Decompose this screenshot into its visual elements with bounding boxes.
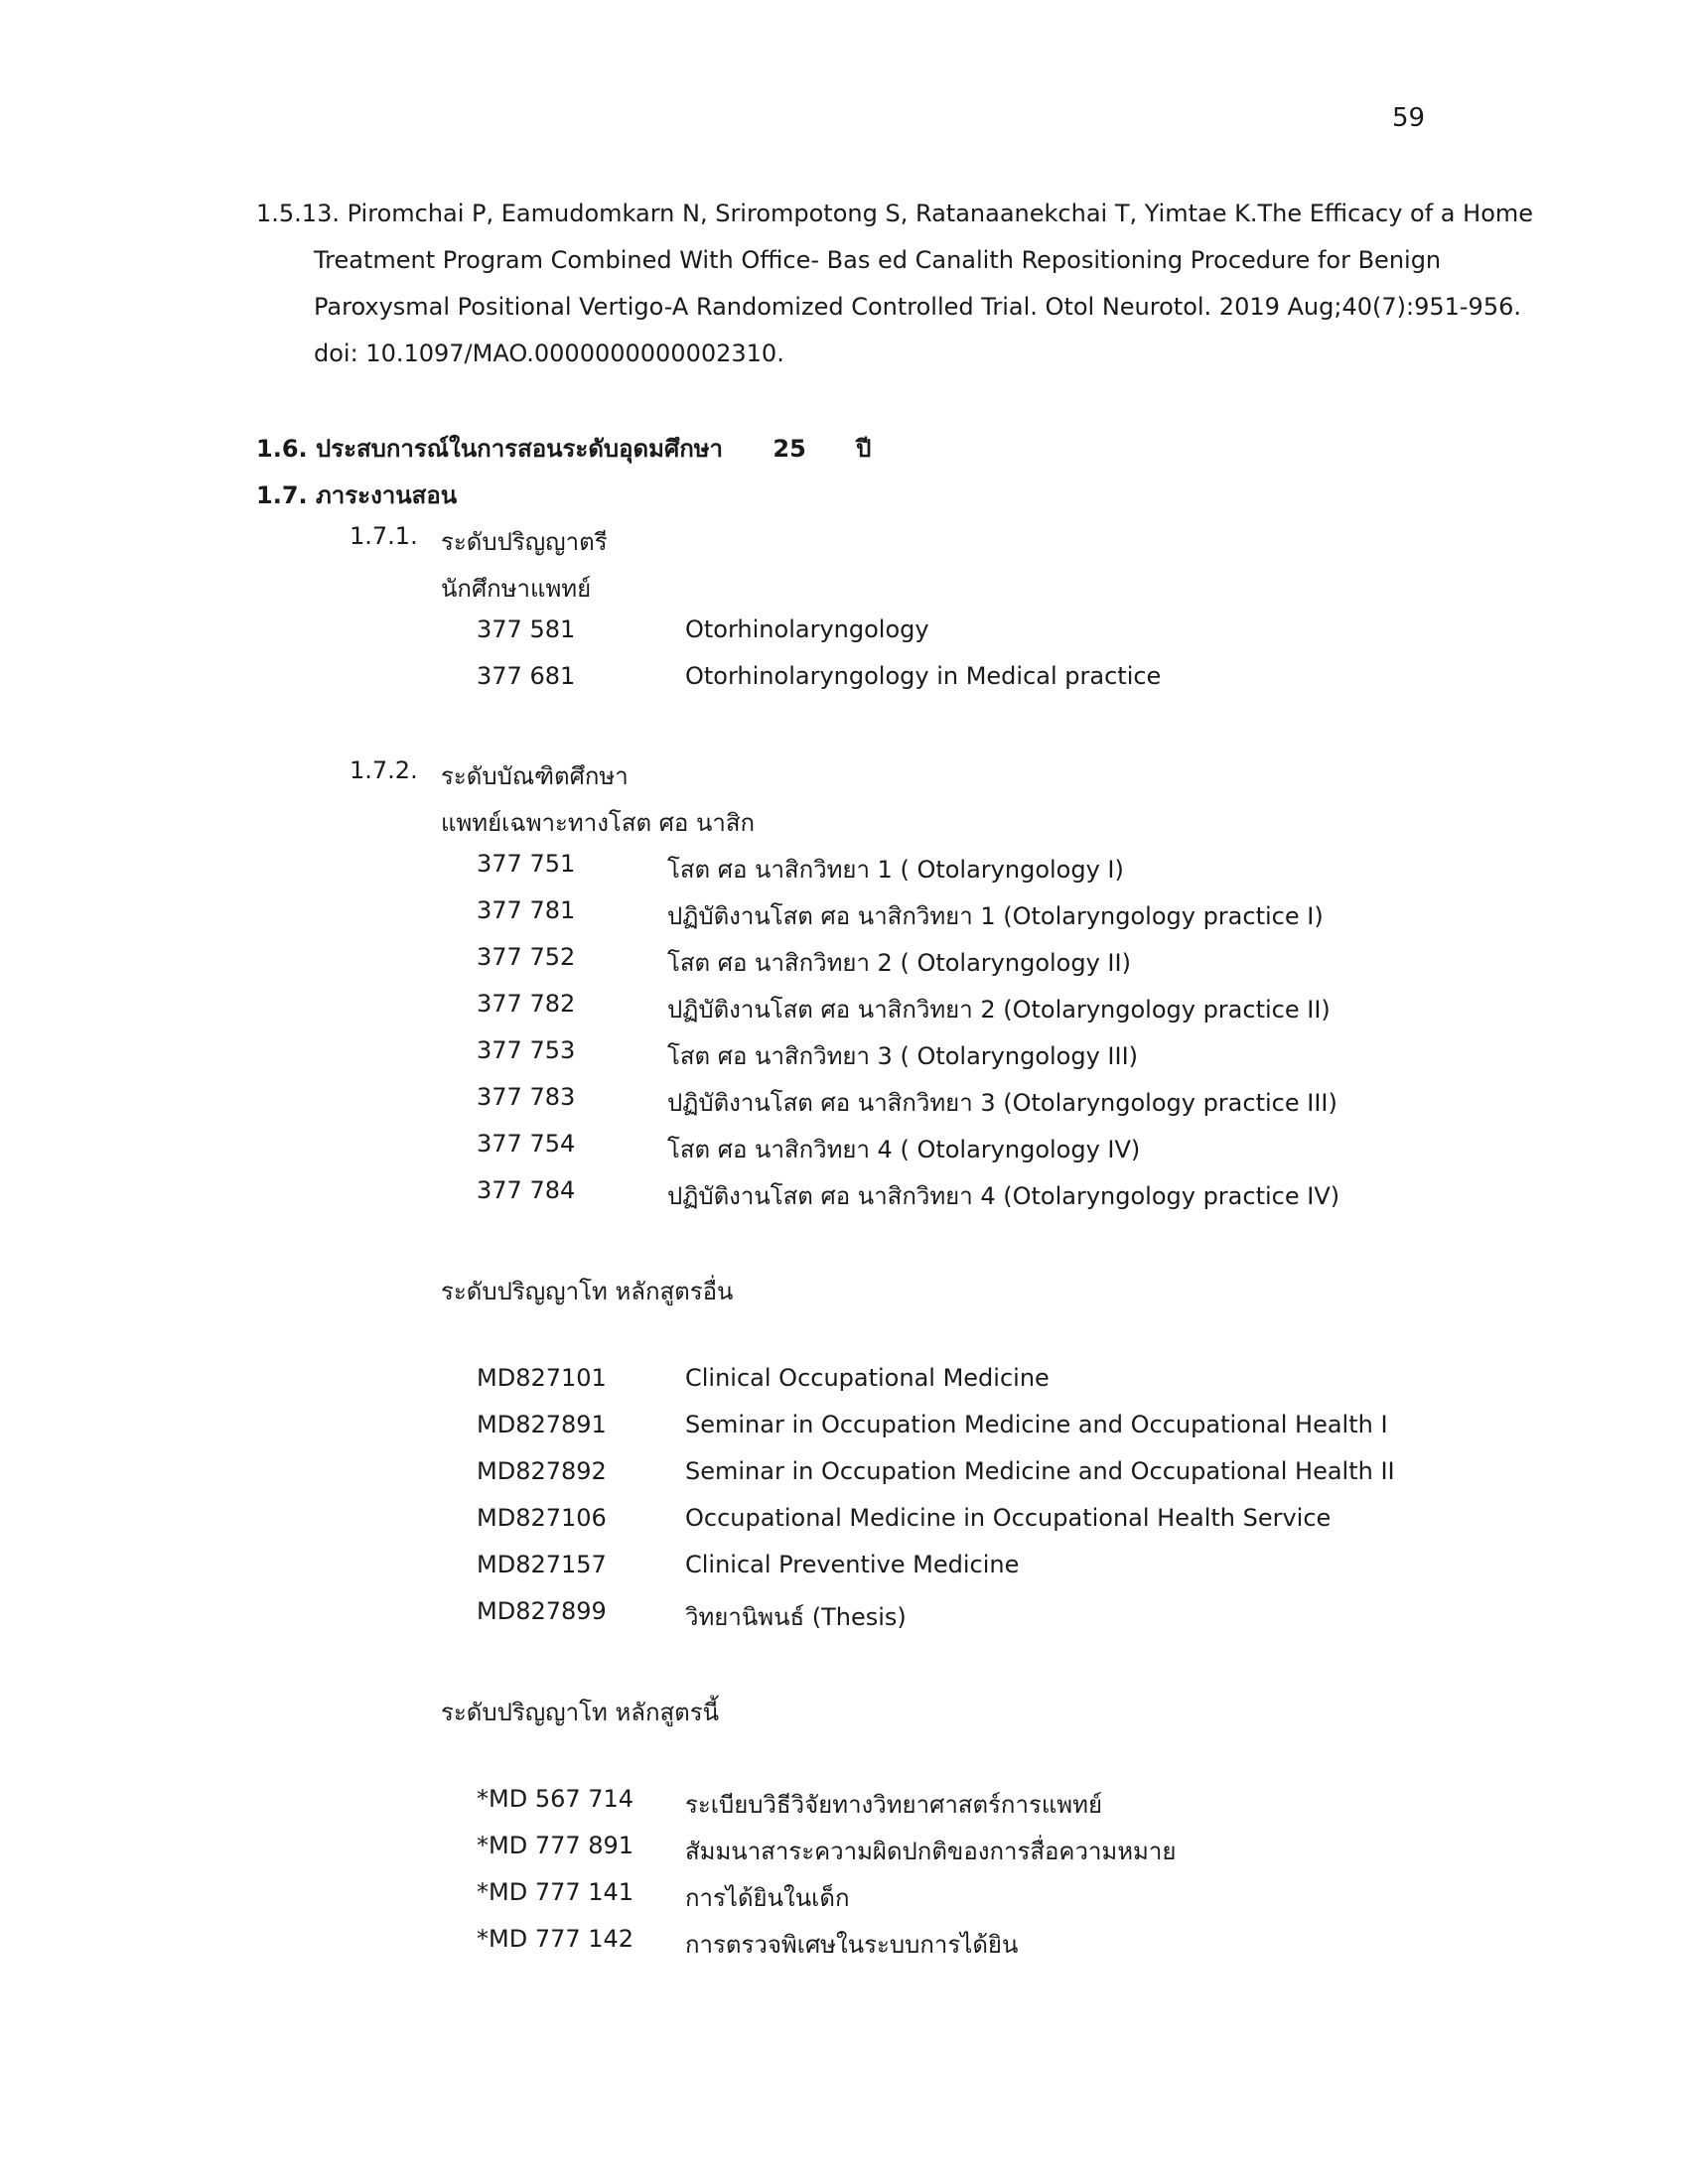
reference-1-5-13 xyxy=(256,191,1534,377)
course-name: Seminar in Occupation Medicine and Occupational Health I xyxy=(685,1411,1388,1438)
course-code: 377 752 xyxy=(477,943,576,971)
course-name: ปฏิบัติงานโสต ศอ นาสิกวิทยา 2 (Otolaryngology practice II) xyxy=(667,996,1331,1024)
course-name: Clinical Occupational Medicine xyxy=(685,1364,1050,1392)
course-code: MD827101 xyxy=(477,1364,607,1392)
section-1-6-label: 1.6. ประสบการณ์ในการสอนระดับอุดมศึกษา xyxy=(256,435,724,463)
course-code: 377 754 xyxy=(477,1130,576,1158)
course-code: 377 581 xyxy=(477,615,576,643)
teaching-years: 25 xyxy=(773,435,806,463)
section-1-7-1-title: ระดับปริญญาตรี xyxy=(441,528,608,556)
course-name: ปฏิบัติงานโสต ศอ นาสิกวิทยา 4 (Otolaryngology practice IV) xyxy=(667,1182,1340,1210)
section-1-7-heading: 1.7. ภาระงานสอน xyxy=(256,481,458,509)
course-code: 377 783 xyxy=(477,1083,576,1111)
course-code: MD827891 xyxy=(477,1411,607,1438)
course-code: *MD 777 891 xyxy=(477,1832,634,1859)
course-code: MD827106 xyxy=(477,1504,607,1532)
reference-number: 1.5.13. xyxy=(256,200,340,227)
course-code: 377 784 xyxy=(477,1176,576,1204)
section-1-7-1-group: นักศึกษาแพทย์ xyxy=(441,575,592,603)
course-name: Otorhinolaryngology in Medical practice xyxy=(685,662,1162,690)
section-1-7-2-title: ระดับบัณฑิตศึกษา xyxy=(441,762,629,790)
reference-line-3: Paroxysmal Positional Vertigo-A Randomized Controlled Trial. Otol Neurotol. 2019 Aug;40(7):951-956. xyxy=(314,293,1521,321)
section-1-7-2-number: 1.7.2. xyxy=(350,756,418,784)
course-name: ระเบียบวิธีวิจัยทางวิทยาศาสตร์การแพทย์ xyxy=(685,1791,1102,1819)
teaching-years-unit: ปี xyxy=(856,435,872,463)
course-code: 377 753 xyxy=(477,1036,576,1064)
reference-line-1 xyxy=(256,191,1534,237)
masters-other-title: ระดับปริญญาโท หลักสูตรอื่น xyxy=(441,1278,734,1305)
course-name: วิทยานิพนธ์ (Thesis) xyxy=(685,1603,907,1631)
section-1-7-1-number: 1.7.1. xyxy=(350,522,418,550)
course-code: 377 781 xyxy=(477,896,576,924)
course-code: 377 782 xyxy=(477,990,576,1018)
course-name: ปฏิบัติงานโสต ศอ นาสิกวิทยา 3 (Otolaryngology practice III) xyxy=(667,1089,1337,1117)
course-code: MD827892 xyxy=(477,1457,607,1485)
course-code: 377 681 xyxy=(477,662,576,690)
course-name: Clinical Preventive Medicine xyxy=(685,1551,1020,1578)
masters-this-title: ระดับปริญญาโท หลักสูตรนี้ xyxy=(441,1699,720,1726)
course-code: *MD 567 714 xyxy=(477,1785,634,1813)
course-name: สัมมนาสาระความผิดปกติของการสื่อความหมาย xyxy=(685,1838,1177,1865)
course-code: MD827899 xyxy=(477,1597,607,1625)
course-code: *MD 777 141 xyxy=(477,1878,634,1906)
course-name: โสต ศอ นาสิกวิทยา 3 ( Otolaryngology III) xyxy=(667,1042,1139,1070)
course-name: โสต ศอ นาสิกวิทยา 1 ( Otolaryngology I) xyxy=(667,856,1124,884)
course-name: ปฏิบัติงานโสต ศอ นาสิกวิทยา 1 (Otolaryngology practice I) xyxy=(667,902,1324,930)
section-1-7-2-group: แพทย์เฉพาะทางโสต ศอ นาสิก xyxy=(441,809,756,837)
course-name: การได้ยินในเด็ก xyxy=(685,1884,850,1912)
page-number: 59 xyxy=(1392,103,1426,133)
section-1-6-heading xyxy=(256,429,871,468)
course-name: Occupational Medicine in Occupational Health Service xyxy=(685,1504,1332,1532)
course-name: การตรวจพิเศษในระบบการได้ยิน xyxy=(685,1931,1019,1959)
reference-line-2: Treatment Program Combined With Office- Bas ed Canalith Repositioning Procedure for Benign xyxy=(314,246,1442,274)
course-code: 377 751 xyxy=(477,850,576,878)
reference-text: Piromchai P, Eamudomkarn N, Srirompotong S, Ratanaanekchai T, Yimtae K.The Efficacy of a Home xyxy=(347,200,1534,227)
course-name: โสต ศอ นาสิกวิทยา 2 ( Otolaryngology II) xyxy=(667,949,1131,977)
course-code: MD827157 xyxy=(477,1551,607,1578)
course-name: Seminar in Occupation Medicine and Occupational Health II xyxy=(685,1457,1395,1485)
course-name: โสต ศอ นาสิกวิทยา 4 ( Otolaryngology IV) xyxy=(667,1136,1141,1163)
course-code: *MD 777 142 xyxy=(477,1925,634,1953)
reference-line-4: doi: 10.1097/MAO.0000000000002310. xyxy=(314,340,784,367)
course-name: Otorhinolaryngology xyxy=(685,615,929,643)
